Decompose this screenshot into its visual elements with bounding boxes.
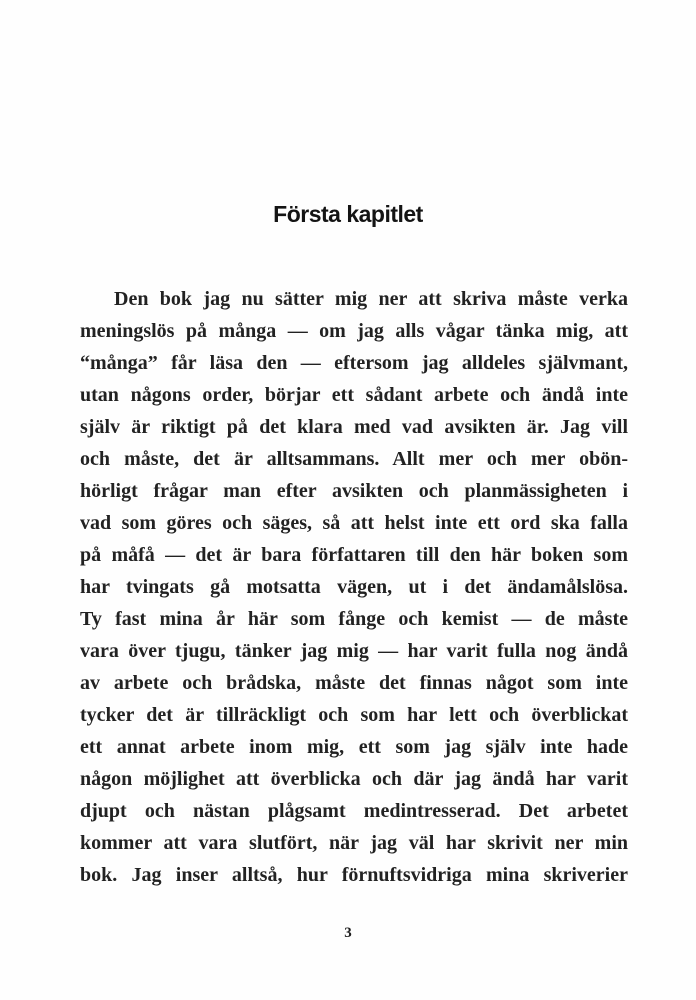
chapter-title: Första kapitlet bbox=[273, 201, 423, 227]
paragraph bbox=[80, 283, 628, 891]
text-line: ett annat arbete inom mig, ett som jag själv inte hade bbox=[80, 736, 628, 758]
text-line: har tvingats gå motsatta vägen, ut i det ändamålslösa. bbox=[80, 576, 628, 598]
text-line: bok. Jag inser alltså, hur förnuftsvidriga mina skriverier bbox=[80, 864, 628, 886]
text-line: tycker det är tillräckligt och som har lett och överblickat bbox=[80, 704, 628, 726]
text-line: meningslös på många — om jag alls vågar tänka mig, att bbox=[80, 320, 628, 342]
text-line: vad som göres och säges, så att helst inte ett ord ska falla bbox=[80, 512, 628, 534]
text-line: vara över tjugu, tänker jag mig — har varit fulla nog ändå bbox=[80, 640, 628, 662]
text-line: själv är riktigt på det klara med vad avsikten är. Jag vill bbox=[80, 416, 628, 438]
text-line: någon möjlighet att överblicka och där jag ändå har varit bbox=[80, 768, 628, 790]
text-line: av arbete och brådska, måste det finnas något som inte bbox=[80, 672, 628, 694]
text-line: djupt och nästan plågsamt medintresserad. Det arbetet bbox=[80, 800, 628, 822]
page-number: 3 bbox=[344, 925, 352, 941]
text-line: Den bok jag nu sätter mig ner att skriva måste verka bbox=[114, 288, 628, 310]
text-line: och måste, det är alltsammans. Allt mer och mer obön- bbox=[80, 448, 628, 470]
text-line: Ty fast mina år här som fånge och kemist — de måste bbox=[80, 608, 628, 630]
text-line: hörligt frågar man efter avsikten och planmässigheten i bbox=[80, 480, 628, 502]
text-line: kommer att vara slutfört, när jag väl har skrivit ner min bbox=[80, 832, 628, 854]
text-line: på måfå — det är bara författaren till den här boken som bbox=[80, 544, 628, 566]
text-line: utan någons order, börjar ett sådant arbete och ändå inte bbox=[80, 384, 628, 406]
text-line: “många” får läsa den — eftersom jag alldeles självmant, bbox=[80, 352, 628, 374]
